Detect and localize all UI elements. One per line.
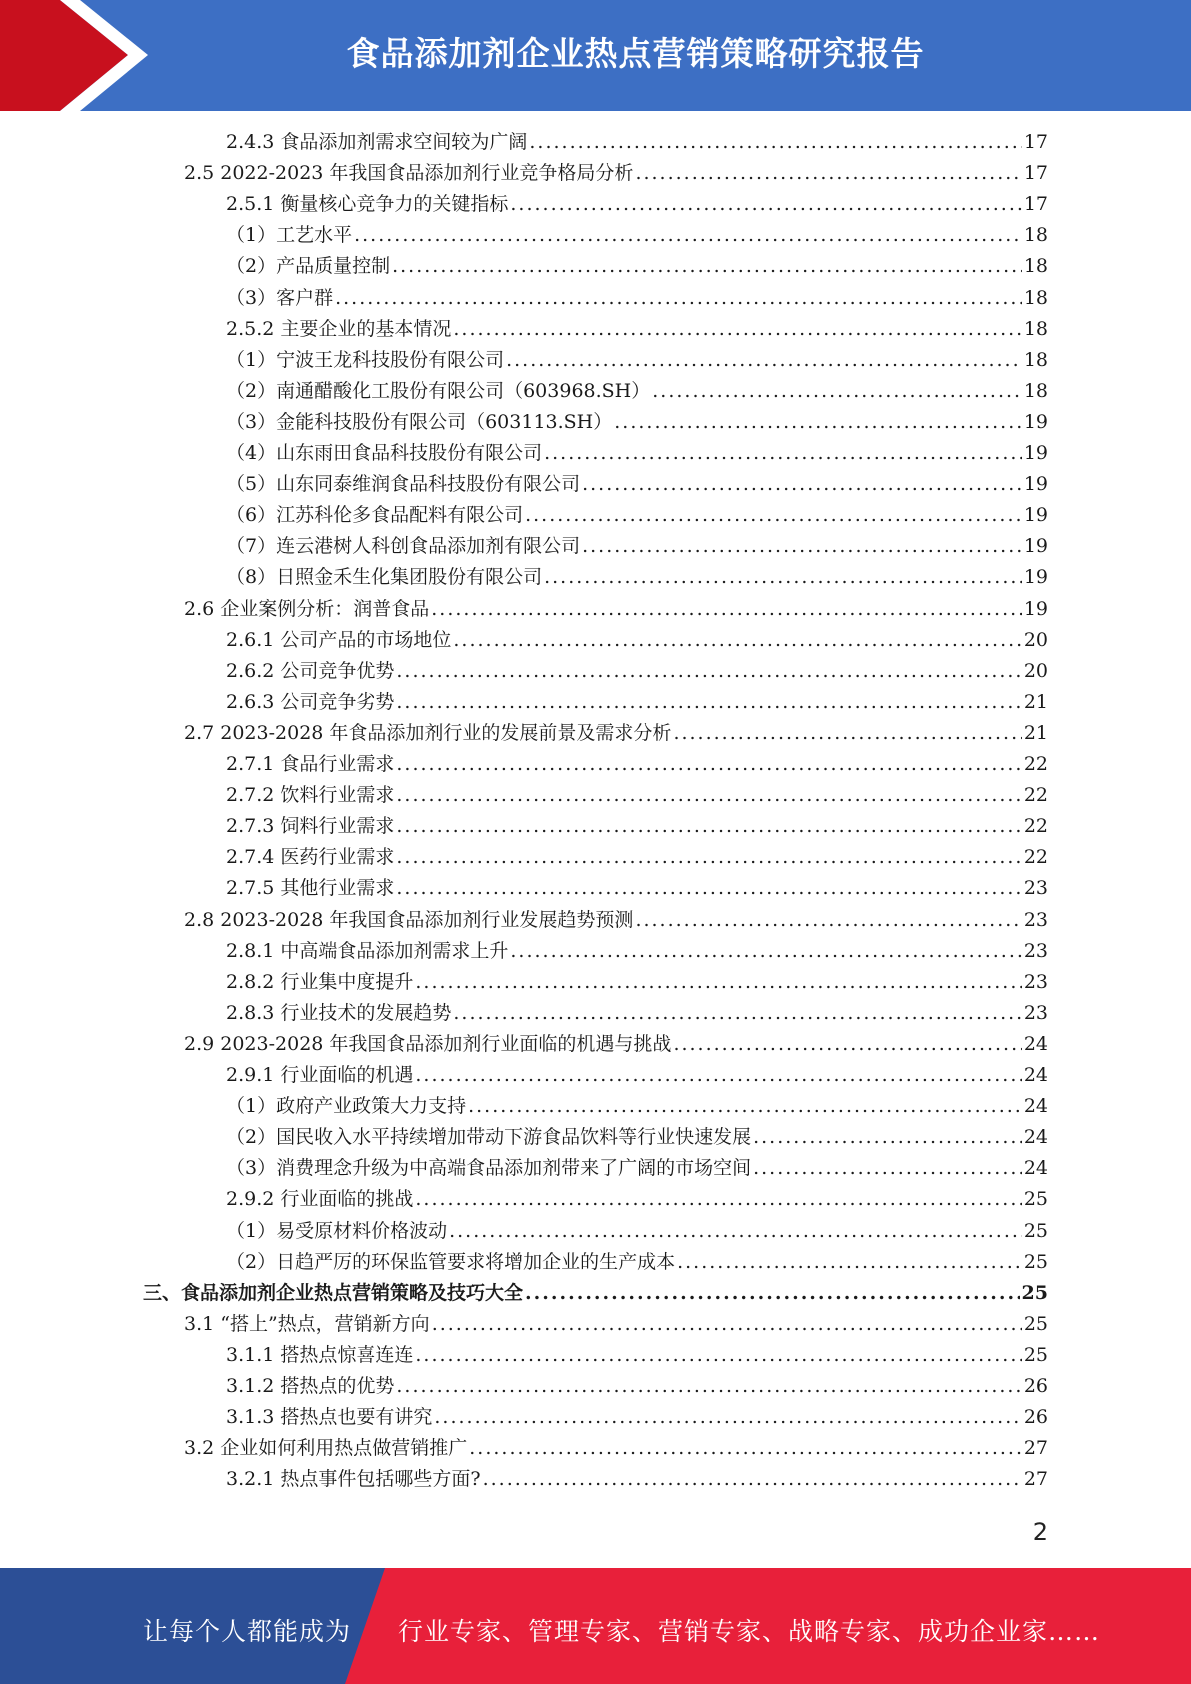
toc-entry-title: 2.9 2023-2028 年我国食品添加剂行业面临的机遇与挑战	[184, 1032, 672, 1055]
toc-entry[interactable]	[226, 500, 1048, 531]
toc-entry-title: 2.8 2023-2028 年我国食品添加剂行业发展趋势预测	[184, 908, 634, 931]
toc-entry-title: 2.6 企业案例分析：润普食品	[184, 597, 430, 620]
toc-entry-page: 18	[1023, 348, 1048, 371]
toc-entry-page: 17	[1023, 131, 1048, 153]
toc-entry-page: 22	[1023, 753, 1048, 775]
toc-entry-page: 21	[1023, 721, 1048, 744]
toc-dot-leader	[510, 189, 1021, 220]
toc-dot-leader	[415, 967, 1021, 998]
toc-entry[interactable]	[226, 1122, 1048, 1153]
toc-dot-leader	[396, 749, 1021, 780]
toc-entry-page: 20	[1023, 628, 1048, 651]
toc-entry[interactable]	[184, 1029, 1048, 1060]
toc-entry-title: 2.9.2 行业面临的挑战	[226, 1188, 414, 1211]
toc-entry[interactable]	[226, 1371, 1048, 1402]
toc-dot-leader	[449, 1216, 1022, 1247]
toc-dot-leader	[453, 314, 1021, 345]
toc-entry-title: （4）山东雨田食品科技股份有限公司	[226, 442, 543, 464]
toc-entry-title: 2.9.1 行业面临的机遇	[226, 1064, 414, 1086]
toc-dot-leader	[431, 594, 1022, 625]
toc-dot-leader	[529, 127, 1021, 158]
toc-entry[interactable]	[226, 749, 1048, 780]
toc-entry-page: 23	[1023, 1001, 1048, 1024]
document-title: 食品添加剂企业热点营销策略研究报告	[346, 34, 925, 73]
toc-entry[interactable]	[226, 345, 1048, 376]
toc-dot-leader	[434, 1402, 1021, 1433]
toc-dot-leader	[453, 625, 1021, 656]
toc-entry-page: 24	[1023, 1032, 1048, 1055]
toc-dot-leader	[544, 562, 1022, 593]
toc-entry-title: 2.8.1 中高端食品添加剂需求上升	[226, 939, 509, 962]
toc-entry-title: （2）南通醋酸化工股份有限公司（603968.SH）	[226, 379, 651, 402]
toc-entry-title: 2.6.2 公司竞争优势	[226, 659, 395, 682]
toc-entry[interactable]	[226, 780, 1048, 811]
toc-entry-page: 19	[1023, 535, 1048, 558]
toc-entry-title: （1）易受原材料价格波动	[226, 1219, 448, 1242]
toc-entry[interactable]	[226, 189, 1048, 220]
toc-entry[interactable]	[184, 905, 1048, 936]
toc-entry[interactable]	[226, 531, 1048, 562]
toc-entry-page: 19	[1023, 473, 1048, 496]
toc-dot-leader	[483, 1464, 1022, 1495]
toc-entry-title: （1）宁波王龙科技股份有限公司	[226, 348, 505, 371]
toc-entry-page: 19	[1023, 504, 1048, 527]
toc-entry[interactable]	[143, 1278, 1048, 1309]
toc-entry-title: （8）日照金禾生化集团股份有限公司	[226, 566, 543, 589]
toc-entry-page: 17	[1023, 193, 1048, 216]
toc-entry-page: 22	[1023, 784, 1048, 807]
toc-dot-leader	[354, 220, 1022, 251]
toc-entry[interactable]	[226, 656, 1048, 687]
toc-entry[interactable]	[226, 842, 1048, 873]
toc-entry-page: 23	[1023, 908, 1048, 931]
toc-entry[interactable]	[226, 469, 1048, 500]
toc-entry[interactable]	[226, 967, 1048, 998]
toc-entry[interactable]	[226, 1216, 1048, 1247]
toc-entry-title: 3.1.1 搭热点惊喜连连	[226, 1343, 414, 1366]
toc-entry-title: （7）连云港树人科创食品添加剂有限公司	[226, 535, 581, 558]
toc-dot-leader	[544, 438, 1022, 469]
toc-entry[interactable]	[226, 283, 1048, 314]
toc-entry-title: 三、食品添加剂企业热点营销策略及技巧大全	[143, 1281, 524, 1304]
toc-dot-leader	[432, 1309, 1022, 1340]
page-header	[0, 0, 1191, 111]
toc-entry-title: 2.5.2 主要企业的基本情况	[226, 317, 452, 340]
toc-entry-title: 2.7.5 其他行业需求	[226, 877, 395, 900]
toc-entry-page: 24	[1023, 1064, 1048, 1086]
toc-dot-leader	[506, 345, 1022, 376]
toc-entry-page: 27	[1023, 1468, 1048, 1491]
toc-entry-page: 18	[1023, 379, 1048, 402]
footer-slogan-left: 让每个人都能成为	[143, 1617, 352, 1646]
toc-dot-leader	[525, 1278, 1020, 1309]
toc-entry-title: （2）产品质量控制	[226, 255, 391, 278]
page-number: 2	[1032, 1518, 1048, 1546]
toc-entry-page: 24	[1023, 1095, 1048, 1118]
toc-entry-title: 2.7.4 医药行业需求	[226, 846, 395, 869]
footer-slogan-right: 行业专家、管理专家、营销专家、战略专家、成功企业家……	[398, 1617, 1101, 1646]
toc-entry-title: （5）山东同泰维润食品科技股份有限公司	[226, 473, 581, 496]
toc-dot-leader	[635, 158, 1021, 189]
toc-entry-title: （2）日趋严厉的环保监管要求将增加企业的生产成本	[226, 1250, 676, 1273]
toc-entry-title: （1）政府产业政策大力支持	[226, 1095, 467, 1118]
toc-dot-leader	[396, 656, 1021, 687]
toc-entry-title: 3.1 “搭上”热点，营销新方向	[184, 1312, 430, 1335]
toc-dot-leader	[525, 500, 1022, 531]
toc-entry[interactable]	[226, 1247, 1048, 1278]
toc-entry-page: 25	[1023, 1312, 1048, 1335]
toc-entry[interactable]	[184, 594, 1048, 625]
toc-entry-title: 2.4.3 食品添加剂需求空间较为广阔	[226, 131, 528, 153]
toc-entry-title: 2.6.3 公司竞争劣势	[226, 690, 395, 713]
page-footer	[0, 1568, 1191, 1684]
toc-dot-leader	[392, 251, 1022, 282]
toc-dot-leader	[415, 1184, 1021, 1215]
toc-entry-page: 22	[1023, 815, 1048, 838]
toc-dot-leader	[396, 873, 1021, 904]
toc-entry[interactable]	[226, 1340, 1048, 1371]
toc-entry-page: 24	[1023, 1157, 1048, 1180]
toc-entry-page: 17	[1023, 162, 1048, 185]
toc-dot-leader	[469, 1433, 1022, 1464]
toc-entry-title: 2.5.1 衡量核心竞争力的关键指标	[226, 193, 509, 216]
toc-entry[interactable]	[226, 873, 1048, 904]
toc-entry[interactable]	[226, 1091, 1048, 1122]
toc-entry-page: 23	[1023, 877, 1048, 900]
toc-entry-page: 18	[1023, 317, 1048, 340]
toc-entry-page: 26	[1023, 1375, 1048, 1397]
toc-dot-leader	[468, 1091, 1022, 1122]
toc-entry[interactable]	[184, 1433, 1048, 1464]
toc-dot-leader	[415, 1060, 1021, 1091]
toc-entry[interactable]	[226, 562, 1048, 593]
toc-entry[interactable]	[226, 1464, 1048, 1495]
toc-dot-leader	[453, 998, 1021, 1029]
toc-entry-title: 3.2 企业如何利用热点做营销推广	[184, 1437, 468, 1460]
toc-entry-page: 27	[1023, 1437, 1048, 1460]
toc-entry[interactable]	[226, 251, 1048, 282]
toc-entry-page: 19	[1023, 566, 1048, 589]
toc-entry-title: 3.1.3 搭热点也要有讲究	[226, 1406, 433, 1429]
toc-entry-title: 2.7.1 食品行业需求	[226, 753, 395, 775]
toc-entry-title: 2.6.1 公司产品的市场地位	[226, 628, 452, 651]
toc-entry[interactable]	[226, 1060, 1048, 1091]
toc-dot-leader	[396, 842, 1021, 873]
toc-dot-leader	[335, 283, 1022, 314]
toc-entry-title: （2）国民收入水平持续增加带动下游食品饮料等行业快速发展	[226, 1126, 752, 1149]
toc-entry-page: 19	[1023, 442, 1048, 464]
toc-dot-leader	[753, 1153, 1022, 1184]
toc-dot-leader	[396, 1371, 1021, 1402]
toc-entry[interactable]	[226, 314, 1048, 345]
toc-dot-leader	[510, 936, 1021, 967]
toc-entry[interactable]	[226, 1402, 1048, 1433]
toc-entry-page: 19	[1023, 410, 1048, 433]
toc-entry-title: 2.8.2 行业集中度提升	[226, 970, 414, 993]
toc-entry[interactable]	[226, 220, 1048, 251]
toc-entry-page: 18	[1023, 255, 1048, 278]
toc-entry[interactable]	[226, 1153, 1048, 1184]
toc-dot-leader	[677, 1247, 1022, 1278]
toc-entry-page: 25	[1023, 1219, 1048, 1242]
toc-entry[interactable]	[226, 625, 1048, 656]
toc-entry[interactable]	[226, 998, 1048, 1029]
toc-dot-leader	[753, 1122, 1022, 1153]
toc-entry-page: 25	[1021, 1281, 1048, 1304]
toc-dot-leader	[582, 531, 1022, 562]
toc-entry-page: 26	[1023, 1406, 1048, 1429]
toc-entry-title: 2.7 2023-2028 年食品添加剂行业的发展前景及需求分析	[184, 721, 672, 744]
toc-entry-title: 3.2.1 热点事件包括哪些方面?	[226, 1468, 481, 1491]
toc-dot-leader	[582, 469, 1022, 500]
toc-dot-leader	[396, 780, 1021, 811]
toc-entry-title: （3）客户群	[226, 286, 334, 309]
toc-dot-leader	[396, 687, 1021, 718]
toc-entry-page: 19	[1023, 597, 1048, 620]
toc-entry-title: （6）江苏科伦多食品配料有限公司	[226, 504, 524, 527]
toc-entry[interactable]	[226, 127, 1048, 158]
toc-entry-page: 18	[1023, 286, 1048, 309]
toc-entry[interactable]	[184, 1309, 1048, 1340]
toc-dot-leader	[614, 407, 1022, 438]
toc-entry[interactable]	[226, 376, 1048, 407]
toc-entry-page: 22	[1023, 846, 1048, 869]
toc-entry[interactable]	[226, 687, 1048, 718]
toc-entry-title: （3）金能科技股份有限公司（603113.SH）	[226, 410, 613, 433]
toc-entry-title: 2.8.3 行业技术的发展趋势	[226, 1001, 452, 1024]
toc-entry-page: 18	[1023, 224, 1048, 247]
toc-entry[interactable]	[226, 1184, 1048, 1215]
toc-dot-leader	[635, 905, 1021, 936]
toc-entry[interactable]	[226, 407, 1048, 438]
toc-entry-page: 20	[1023, 659, 1048, 682]
toc-entry[interactable]	[226, 438, 1048, 469]
toc-entry-title: 2.7.3 饲料行业需求	[226, 815, 395, 838]
toc-dot-leader	[673, 718, 1021, 749]
toc-entry-page: 25	[1023, 1188, 1048, 1211]
toc-dot-leader	[415, 1340, 1021, 1371]
toc-entry[interactable]	[184, 158, 1048, 189]
toc-entry-title: 2.5 2022-2023 年我国食品添加剂行业竞争格局分析	[184, 162, 634, 185]
toc-entry-page: 21	[1023, 690, 1048, 713]
toc-entry-page: 25	[1023, 1343, 1048, 1366]
toc-dot-leader	[673, 1029, 1021, 1060]
toc-entry-page: 23	[1023, 970, 1048, 993]
toc-entry[interactable]	[226, 936, 1048, 967]
toc-entry-page: 25	[1023, 1250, 1048, 1273]
toc-entry-page: 24	[1023, 1126, 1048, 1149]
toc-dot-leader	[652, 376, 1022, 407]
toc-entry-title: 2.7.2 饮料行业需求	[226, 784, 395, 807]
toc-entry-title: （1）工艺水平	[226, 224, 353, 247]
toc-entry[interactable]	[184, 718, 1048, 749]
toc-entry-title: （3）消费理念升级为中高端食品添加剂带来了广阔的市场空间	[226, 1157, 752, 1180]
toc-entry-page: 23	[1023, 939, 1048, 962]
toc-entry-title: 3.1.2 搭热点的优势	[226, 1375, 395, 1397]
toc-dot-leader	[396, 811, 1021, 842]
toc-entry[interactable]	[226, 811, 1048, 842]
